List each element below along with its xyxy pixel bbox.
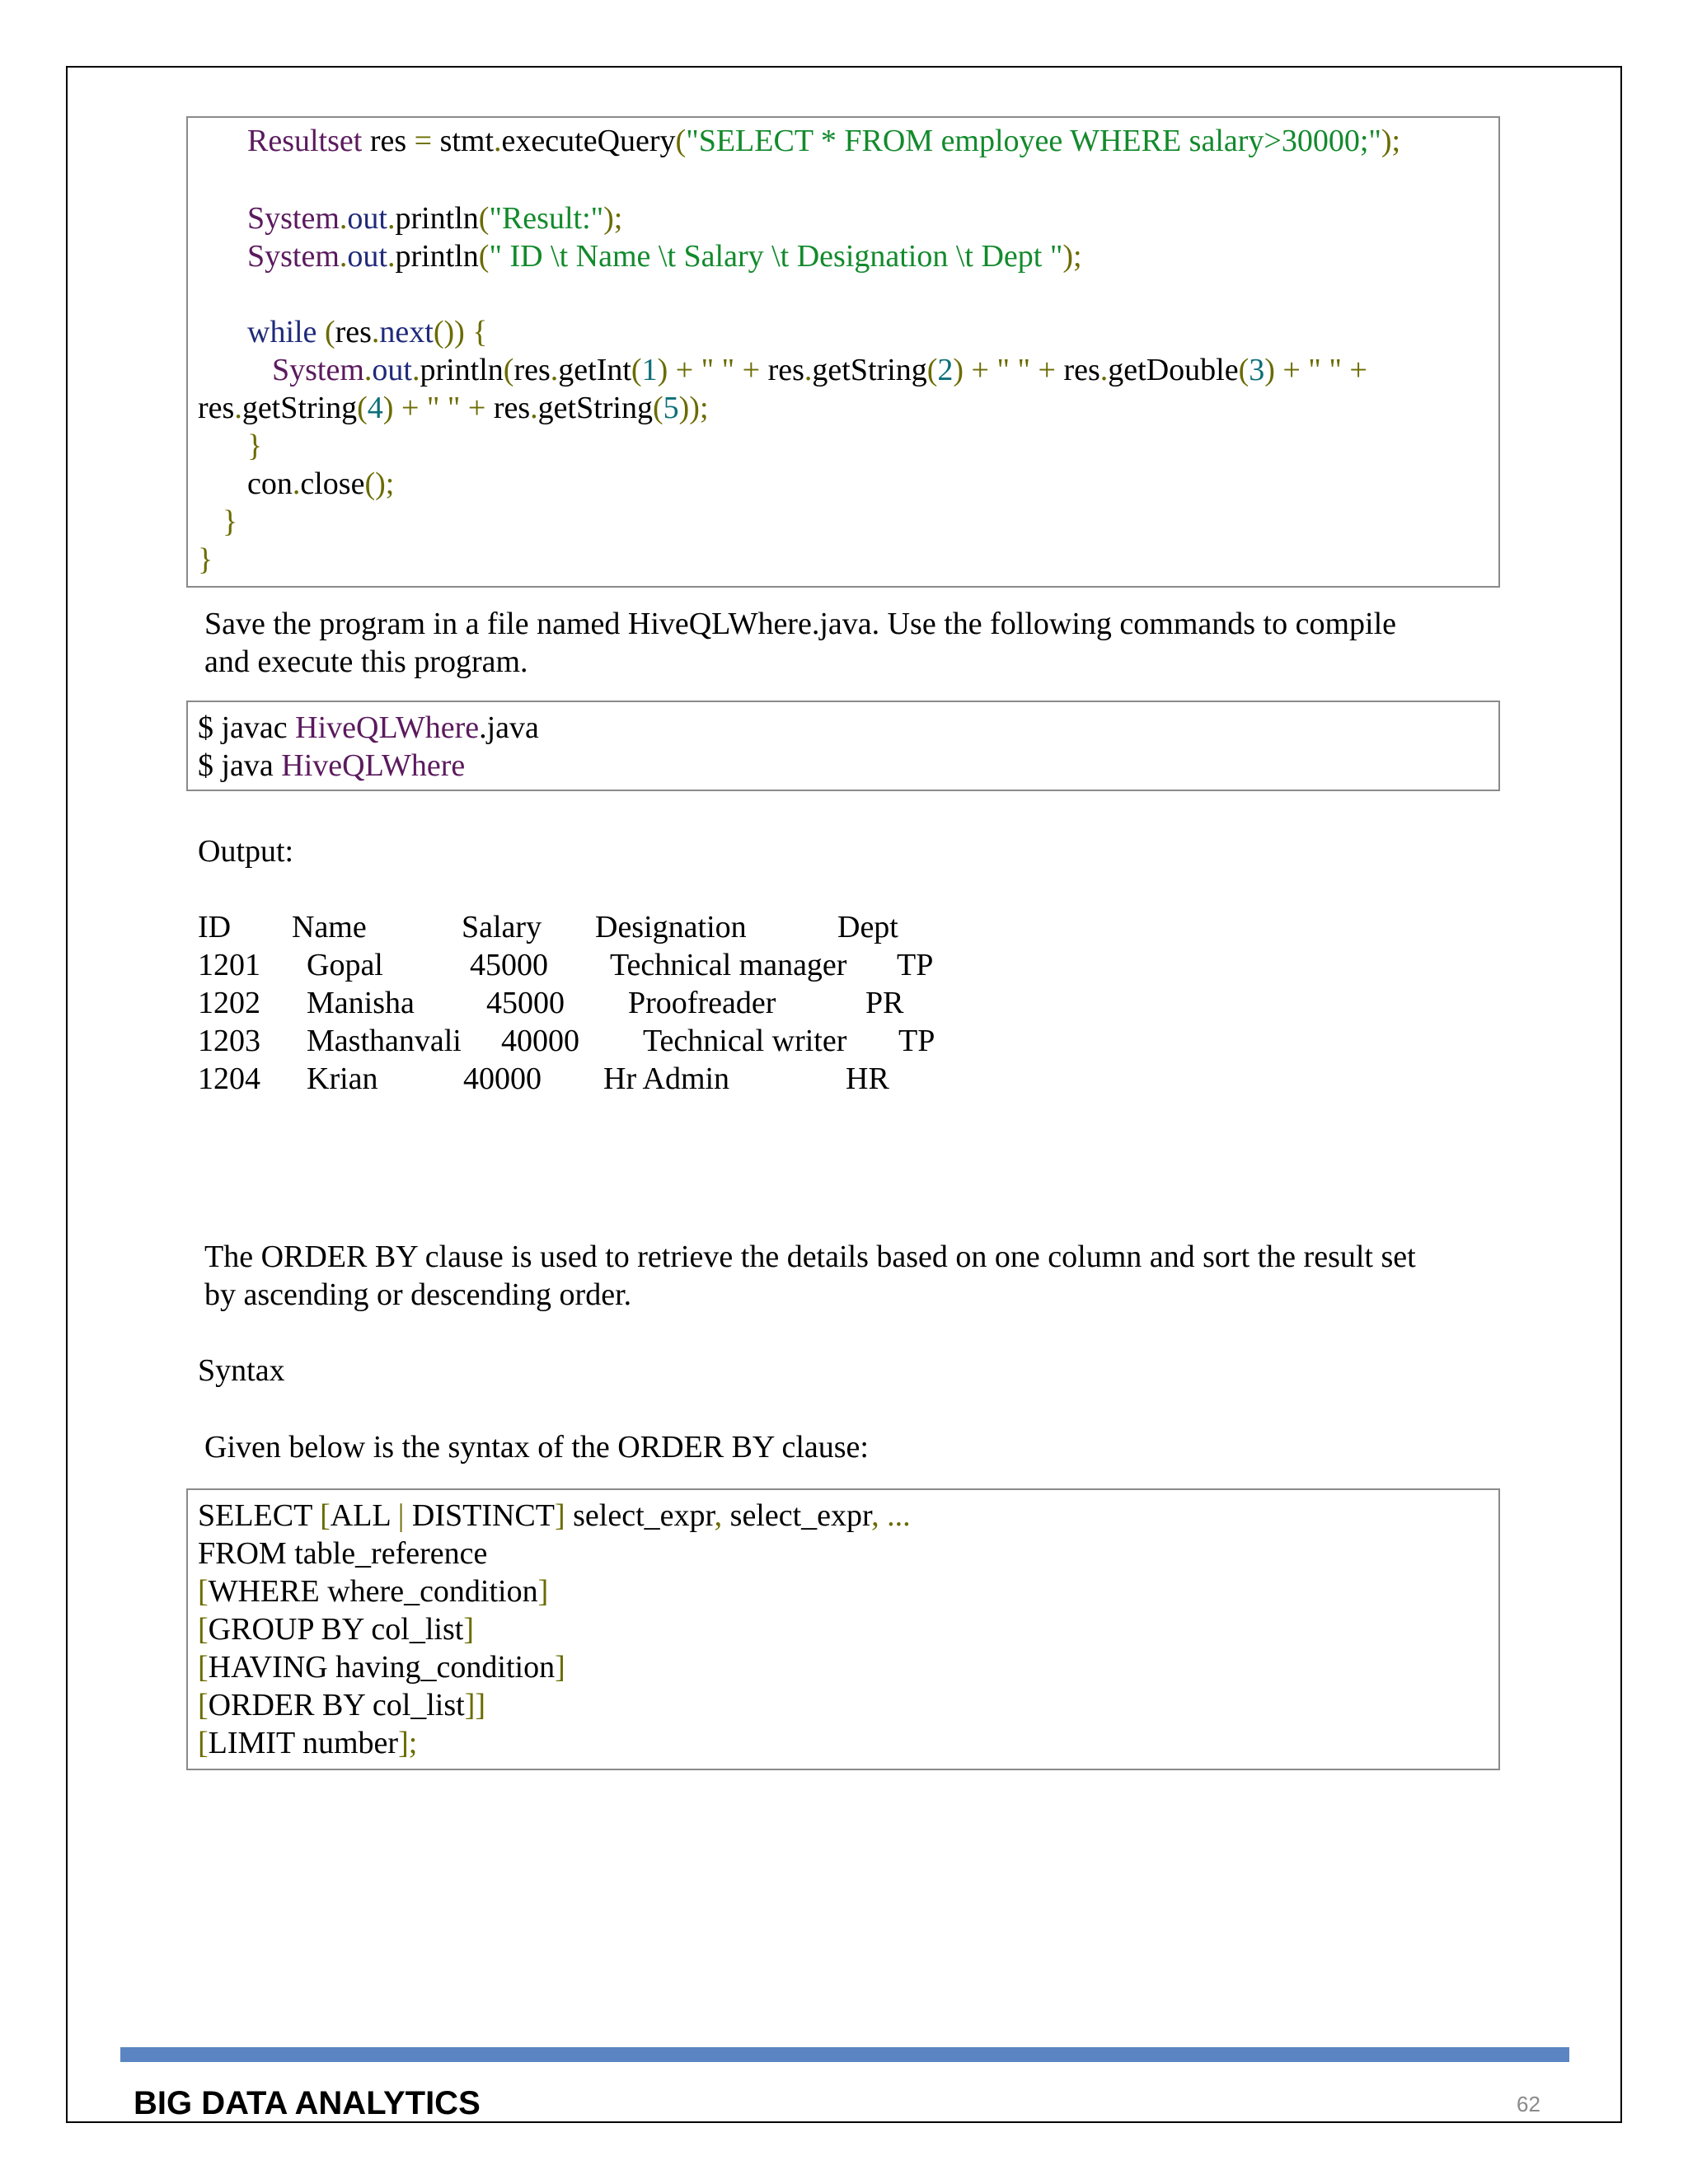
code-line bbox=[198, 1686, 485, 1724]
paragraph-line: and execute this program. bbox=[204, 644, 528, 679]
code-token: " ID \t Name \t Salary \t Designation \t Dept " bbox=[489, 239, 1063, 274]
code-token: . bbox=[387, 239, 396, 274]
paragraph-line: The ORDER BY clause is used to retrieve the details based on one column and sort the result set bbox=[204, 1240, 1416, 1274]
code-token: res bbox=[767, 353, 804, 387]
paragraph-line: by ascending or descending order. bbox=[204, 1277, 632, 1312]
code-token: getString bbox=[812, 353, 927, 387]
output-cell: Hr Admin bbox=[603, 1062, 730, 1096]
code-token: res bbox=[493, 391, 531, 425]
code-token: next bbox=[379, 315, 434, 349]
code-token: .java bbox=[479, 710, 539, 745]
code-token: [ bbox=[320, 1498, 331, 1533]
code-line bbox=[198, 709, 539, 747]
code-token: )); bbox=[678, 391, 709, 425]
code-token: ) + " " + bbox=[382, 391, 494, 425]
output-cell: 1203 bbox=[198, 1024, 260, 1058]
output-label: Output: bbox=[198, 834, 294, 869]
code-token: ( bbox=[316, 315, 335, 349]
code-line bbox=[198, 747, 465, 785]
code-token: ORDER BY col_list bbox=[208, 1688, 465, 1722]
code-token: . bbox=[494, 124, 502, 158]
code-token: HiveQLWhere bbox=[281, 748, 466, 783]
code-token: ) + " " + bbox=[1264, 353, 1367, 387]
code-token: ( bbox=[675, 124, 687, 158]
code-token: HiveQLWhere bbox=[295, 710, 480, 745]
code-token: ] bbox=[463, 1612, 474, 1647]
code-token: ]; bbox=[398, 1726, 418, 1760]
code-token: println bbox=[420, 353, 504, 387]
code-token: getString bbox=[241, 391, 358, 425]
code-token: [ bbox=[198, 1650, 209, 1685]
code-token: 1 bbox=[641, 353, 658, 387]
code-token: System bbox=[272, 353, 364, 387]
code-token: . bbox=[371, 315, 380, 349]
code-token: res bbox=[198, 391, 235, 425]
code-token: getDouble bbox=[1108, 353, 1239, 387]
code-token: out bbox=[372, 353, 412, 387]
code-token: , ... bbox=[871, 1498, 911, 1533]
code-token: ); bbox=[603, 201, 623, 236]
output-cell: 40000 bbox=[463, 1062, 542, 1096]
code-token: . bbox=[530, 391, 538, 425]
code-token: = bbox=[414, 124, 433, 158]
code-token: out bbox=[347, 201, 387, 236]
output-header: Name bbox=[292, 910, 367, 944]
syntax-intro: Given below is the syntax of the ORDER BY clause: bbox=[204, 1430, 869, 1465]
output-cell: 45000 bbox=[486, 986, 565, 1020]
code-token: SELECT bbox=[198, 1498, 321, 1533]
code-line: } bbox=[198, 542, 213, 577]
code-line bbox=[198, 1497, 911, 1535]
code-token: [ bbox=[198, 1688, 209, 1722]
code-token: executeQuery bbox=[501, 124, 676, 158]
code-token: "SELECT * FROM employee WHERE salary>30000;" bbox=[686, 124, 1381, 158]
code-token: getInt bbox=[558, 353, 631, 387]
output-cell: Proofreader bbox=[628, 986, 776, 1020]
code-token: . bbox=[363, 353, 373, 387]
code-token: WHERE where_condition bbox=[208, 1574, 538, 1609]
code-token: con bbox=[247, 466, 293, 501]
code-line bbox=[272, 351, 1367, 389]
code-token: . bbox=[339, 239, 348, 274]
footer-rule bbox=[120, 2047, 1569, 2062]
code-token: ( bbox=[357, 391, 368, 425]
code-token: [ bbox=[198, 1574, 209, 1609]
code-token: ] bbox=[555, 1650, 565, 1685]
code-token: ( bbox=[652, 391, 663, 425]
code-token: DISTINCT bbox=[404, 1498, 555, 1533]
output-cell: Technical manager bbox=[610, 948, 847, 982]
code-token: LIMIT number bbox=[208, 1726, 399, 1760]
code-token: ); bbox=[1381, 124, 1401, 158]
output-cell: Technical writer bbox=[643, 1024, 847, 1058]
code-token: [ bbox=[198, 1726, 209, 1760]
code-token: "Result:" bbox=[489, 201, 604, 236]
output-header: Dept bbox=[837, 910, 898, 944]
code-token: res bbox=[335, 315, 372, 349]
code-line bbox=[247, 465, 394, 503]
code-line bbox=[198, 1724, 417, 1762]
output-cell: TP bbox=[897, 948, 934, 982]
code-token: . bbox=[292, 466, 301, 501]
code-line: } bbox=[223, 504, 238, 539]
code-token: . bbox=[804, 353, 813, 387]
output-header: Designation bbox=[595, 910, 747, 944]
code-line bbox=[247, 199, 622, 237]
output-cell: PR bbox=[865, 986, 904, 1020]
code-line: FROM table_reference bbox=[198, 1536, 488, 1571]
code-line bbox=[247, 313, 488, 351]
code-token: select_expr bbox=[722, 1498, 872, 1533]
code-token: . bbox=[234, 391, 242, 425]
code-token: 4 bbox=[367, 391, 383, 425]
code-token: res bbox=[1063, 353, 1100, 387]
code-token: getString bbox=[537, 391, 653, 425]
code-token: [ bbox=[198, 1612, 209, 1647]
code-token: ] bbox=[537, 1574, 549, 1609]
output-cell: HR bbox=[846, 1062, 889, 1096]
code-token: GROUP BY col_list bbox=[208, 1612, 464, 1647]
output-cell: TP bbox=[898, 1024, 935, 1058]
code-token: select_expr bbox=[565, 1498, 715, 1533]
code-line bbox=[198, 1648, 565, 1686]
code-token: 2 bbox=[937, 353, 954, 387]
output-cell: Manisha bbox=[307, 986, 415, 1020]
syntax-heading: Syntax bbox=[198, 1353, 285, 1388]
output-cell: 1201 bbox=[198, 948, 260, 982]
code-token: ( bbox=[478, 239, 490, 274]
code-line: } bbox=[247, 429, 263, 463]
output-cell: 45000 bbox=[470, 948, 548, 982]
code-token: $ java bbox=[198, 748, 282, 783]
page-number: 62 bbox=[1517, 2092, 1540, 2116]
code-token: . bbox=[411, 353, 420, 387]
code-token: System bbox=[247, 201, 340, 236]
output-cell: Krian bbox=[307, 1062, 378, 1096]
code-token: ]] bbox=[464, 1688, 486, 1722]
code-token: 3 bbox=[1249, 353, 1265, 387]
code-token: println bbox=[395, 239, 479, 274]
code-line bbox=[198, 1610, 474, 1648]
code-token: ( bbox=[503, 353, 514, 387]
code-line bbox=[247, 122, 1400, 160]
output-cell: 40000 bbox=[501, 1024, 579, 1058]
code-line bbox=[198, 389, 709, 427]
code-token: res bbox=[513, 353, 551, 387]
code-token: | bbox=[397, 1498, 405, 1533]
output-cell: Gopal bbox=[307, 948, 383, 982]
code-token: . bbox=[339, 201, 348, 236]
code-token: ( bbox=[478, 201, 490, 236]
code-token: ) + " " + bbox=[953, 353, 1064, 387]
code-token: HAVING having_condition bbox=[208, 1650, 556, 1685]
code-token: (); bbox=[364, 466, 395, 501]
output-cell: 1202 bbox=[198, 986, 260, 1020]
footer-title: BIG DATA ANALYTICS bbox=[134, 2085, 481, 2121]
code-token: . bbox=[1100, 353, 1109, 387]
output-cell: Masthanvali bbox=[307, 1024, 462, 1058]
code-token: res bbox=[362, 124, 415, 158]
code-token: out bbox=[347, 239, 387, 274]
code-token: ()) { bbox=[433, 315, 488, 349]
code-token: ); bbox=[1062, 239, 1082, 274]
code-token: Resultset bbox=[247, 124, 363, 158]
code-token: 5 bbox=[663, 391, 679, 425]
code-token: println bbox=[395, 201, 479, 236]
output-header: ID bbox=[198, 910, 232, 944]
paragraph-line: Save the program in a file named HiveQLWhere.java. Use the following commands to compile bbox=[204, 607, 1397, 641]
code-token: while bbox=[247, 315, 317, 349]
code-line bbox=[198, 1572, 548, 1610]
output-header: Salary bbox=[462, 910, 542, 944]
code-token: $ javac bbox=[198, 710, 296, 745]
code-token: . bbox=[387, 201, 396, 236]
code-token: ] bbox=[554, 1498, 565, 1533]
code-token: ALL bbox=[330, 1498, 398, 1533]
code-token: ( bbox=[1238, 353, 1250, 387]
code-token: System bbox=[247, 239, 340, 274]
output-cell: 1204 bbox=[198, 1062, 260, 1096]
code-token: . bbox=[550, 353, 559, 387]
code-line bbox=[247, 237, 1082, 275]
code-token: , bbox=[714, 1498, 723, 1533]
code-token: ) + " " + bbox=[657, 353, 768, 387]
code-token: ( bbox=[631, 353, 642, 387]
code-token: close bbox=[300, 466, 365, 501]
code-token: stmt bbox=[432, 124, 495, 158]
code-token: ( bbox=[926, 353, 938, 387]
